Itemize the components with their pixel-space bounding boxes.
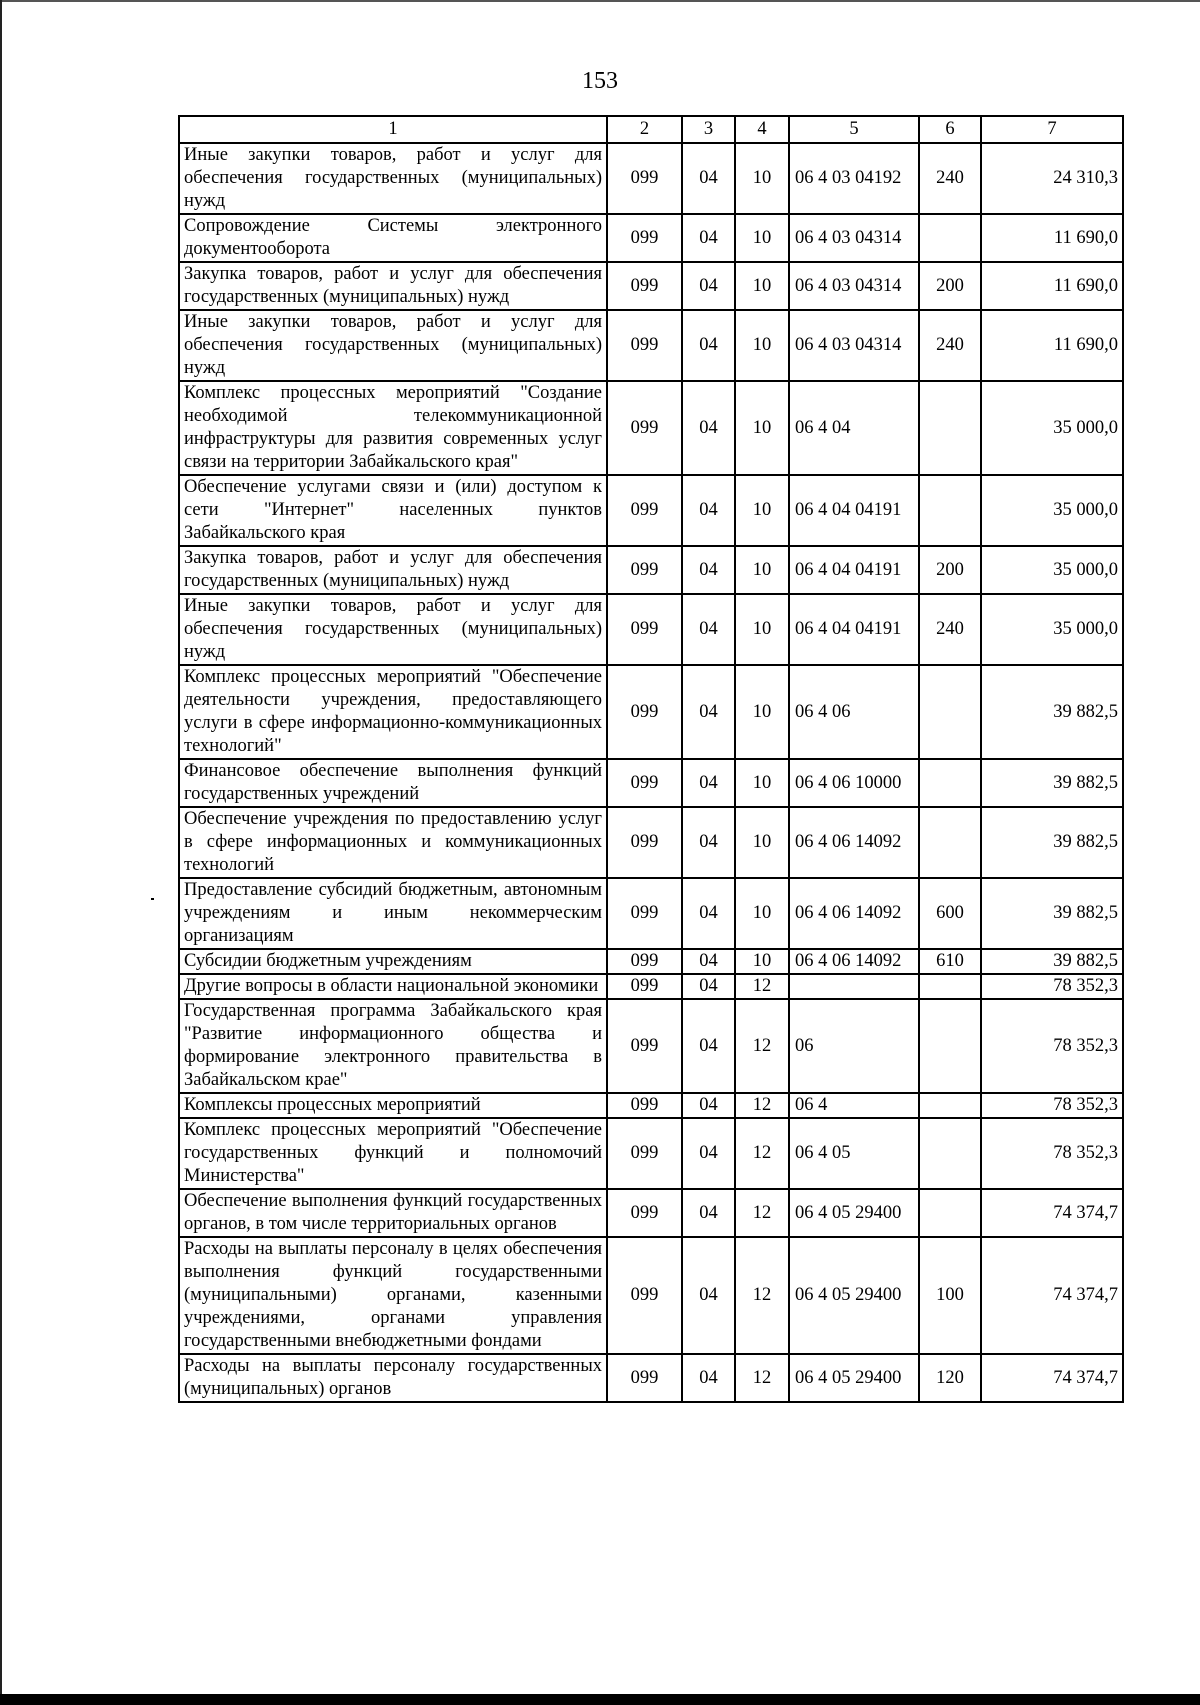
cell-subsection-code: 12 <box>735 1237 789 1354</box>
cell-amount: 35 000,0 <box>981 381 1123 475</box>
table-row <box>179 310 1123 381</box>
table-row <box>179 999 1123 1093</box>
cell-amount: 39 882,5 <box>981 665 1123 759</box>
cell-amount: 74 374,7 <box>981 1237 1123 1354</box>
cell-subsection-code: 10 <box>735 759 789 807</box>
cell-name: Обеспечение выполнения функций государственных органов, в том числе территориальных органов <box>179 1189 607 1237</box>
cell-expense-type <box>919 807 981 878</box>
cell-expense-type <box>919 665 981 759</box>
cell-name: Иные закупки товаров, работ и услуг для обеспечения государственных (муниципальных) нужд <box>179 310 607 381</box>
cell-expense-type <box>919 214 981 262</box>
cell-target-article: 06 4 03 04314 <box>789 214 919 262</box>
cell-target-article: 06 4 03 04314 <box>789 310 919 381</box>
cell-target-article: 06 4 03 04192 <box>789 143 919 214</box>
cell-section-code: 04 <box>682 1189 735 1237</box>
cell-expense-type <box>919 974 981 999</box>
cell-amount: 39 882,5 <box>981 949 1123 974</box>
cell-subsection-code: 10 <box>735 878 789 949</box>
cell-name: Иные закупки товаров, работ и услуг для обеспечения государственных (муниципальных) нужд <box>179 143 607 214</box>
cell-ministry-code: 099 <box>607 974 682 999</box>
cell-target-article <box>789 974 919 999</box>
cell-subsection-code: 10 <box>735 594 789 665</box>
cell-section-code: 04 <box>682 310 735 381</box>
cell-name: Комплексы процессных мероприятий <box>179 1093 607 1118</box>
cell-name: Финансовое обеспечение выполнения функций государственных учреждений <box>179 759 607 807</box>
cell-amount: 74 374,7 <box>981 1189 1123 1237</box>
cell-ministry-code: 099 <box>607 1237 682 1354</box>
table-row <box>179 214 1123 262</box>
cell-name: Другие вопросы в области национальной экономики <box>179 974 607 999</box>
table-row <box>179 974 1123 999</box>
cell-ministry-code: 099 <box>607 381 682 475</box>
cell-name: Субсидии бюджетным учреждениям <box>179 949 607 974</box>
cell-section-code: 04 <box>682 974 735 999</box>
cell-subsection-code: 10 <box>735 310 789 381</box>
cell-subsection-code: 10 <box>735 214 789 262</box>
cell-target-article: 06 4 05 29400 <box>789 1354 919 1402</box>
cell-name: Иные закупки товаров, работ и услуг для обеспечения государственных (муниципальных) нужд <box>179 594 607 665</box>
cell-section-code: 04 <box>682 665 735 759</box>
scan-left-edge <box>0 0 2 1705</box>
cell-ministry-code: 099 <box>607 594 682 665</box>
cell-expense-type: 240 <box>919 143 981 214</box>
cell-section-code: 04 <box>682 1237 735 1354</box>
cell-amount: 78 352,3 <box>981 999 1123 1093</box>
cell-name: Предоставление субсидий бюджетным, автономным учреждениям и иным некоммерческим организациям <box>179 878 607 949</box>
cell-ministry-code: 099 <box>607 759 682 807</box>
cell-section-code: 04 <box>682 143 735 214</box>
cell-expense-type: 100 <box>919 1237 981 1354</box>
table-row <box>179 1093 1123 1118</box>
cell-ministry-code: 099 <box>607 1118 682 1189</box>
cell-ministry-code: 099 <box>607 1189 682 1237</box>
cell-amount: 78 352,3 <box>981 1093 1123 1118</box>
cell-subsection-code: 10 <box>735 475 789 546</box>
table-row <box>179 1189 1123 1237</box>
cell-section-code: 04 <box>682 381 735 475</box>
cell-target-article: 06 4 06 <box>789 665 919 759</box>
cell-section-code: 04 <box>682 759 735 807</box>
table-row <box>179 594 1123 665</box>
cell-expense-type: 200 <box>919 262 981 310</box>
cell-amount: 78 352,3 <box>981 974 1123 999</box>
cell-amount: 35 000,0 <box>981 546 1123 594</box>
cell-amount: 11 690,0 <box>981 214 1123 262</box>
cell-target-article: 06 4 05 29400 <box>789 1237 919 1354</box>
cell-target-article: 06 4 04 04191 <box>789 475 919 546</box>
cell-ministry-code: 099 <box>607 262 682 310</box>
cell-ministry-code: 099 <box>607 665 682 759</box>
cell-ministry-code: 099 <box>607 807 682 878</box>
cell-subsection-code: 12 <box>735 974 789 999</box>
cell-section-code: 04 <box>682 1093 735 1118</box>
cell-target-article: 06 4 05 29400 <box>789 1189 919 1237</box>
header-col-3: 3 <box>682 116 735 143</box>
cell-expense-type <box>919 475 981 546</box>
page-number: 153 <box>582 68 618 94</box>
cell-subsection-code: 10 <box>735 262 789 310</box>
header-col-2: 2 <box>607 116 682 143</box>
cell-ministry-code: 099 <box>607 310 682 381</box>
cell-name: Комплекс процессных мероприятий "Обеспечение деятельности учреждения, предоставляющего услуги в сфере информационно-коммуникационных технологий" <box>179 665 607 759</box>
cell-amount: 39 882,5 <box>981 759 1123 807</box>
cell-ministry-code: 099 <box>607 878 682 949</box>
cell-name: Расходы на выплаты персоналу государственных (муниципальных) органов <box>179 1354 607 1402</box>
scan-dot <box>151 898 154 900</box>
cell-section-code: 04 <box>682 594 735 665</box>
cell-target-article: 06 4 06 14092 <box>789 878 919 949</box>
cell-subsection-code: 10 <box>735 949 789 974</box>
cell-section-code: 04 <box>682 807 735 878</box>
cell-name: Закупка товаров, работ и услуг для обеспечения государственных (муниципальных) нужд <box>179 546 607 594</box>
cell-expense-type <box>919 999 981 1093</box>
cell-amount: 78 352,3 <box>981 1118 1123 1189</box>
cell-expense-type <box>919 381 981 475</box>
cell-subsection-code: 10 <box>735 381 789 475</box>
cell-subsection-code: 10 <box>735 143 789 214</box>
cell-target-article: 06 4 03 04314 <box>789 262 919 310</box>
cell-section-code: 04 <box>682 1354 735 1402</box>
cell-amount: 39 882,5 <box>981 807 1123 878</box>
cell-name: Государственная программа Забайкальского края "Развитие информационного общества и формирование электронного правительства в Забайкальском крае" <box>179 999 607 1093</box>
cell-target-article: 06 4 06 10000 <box>789 759 919 807</box>
cell-ministry-code: 099 <box>607 1354 682 1402</box>
cell-section-code: 04 <box>682 262 735 310</box>
cell-name: Сопровождение Системы электронного документооборота <box>179 214 607 262</box>
header-row <box>179 116 1123 143</box>
cell-ministry-code: 099 <box>607 949 682 974</box>
table-row <box>179 949 1123 974</box>
cell-ministry-code: 099 <box>607 546 682 594</box>
cell-subsection-code: 12 <box>735 1354 789 1402</box>
cell-ministry-code: 099 <box>607 143 682 214</box>
cell-name: Расходы на выплаты персоналу в целях обеспечения выполнения функций государственными (муниципальными) органами, казенными учреждениями, органами управления государственными внебюджетными фондами <box>179 1237 607 1354</box>
table-row <box>179 1118 1123 1189</box>
cell-target-article: 06 4 <box>789 1093 919 1118</box>
cell-subsection-code: 12 <box>735 1093 789 1118</box>
cell-section-code: 04 <box>682 214 735 262</box>
cell-subsection-code: 10 <box>735 546 789 594</box>
cell-amount: 35 000,0 <box>981 475 1123 546</box>
cell-expense-type <box>919 1189 981 1237</box>
cell-subsection-code: 12 <box>735 1189 789 1237</box>
cell-subsection-code: 10 <box>735 807 789 878</box>
cell-expense-type: 600 <box>919 878 981 949</box>
cell-target-article: 06 <box>789 999 919 1093</box>
cell-section-code: 04 <box>682 999 735 1093</box>
cell-target-article: 06 4 04 04191 <box>789 546 919 594</box>
table-row <box>179 878 1123 949</box>
cell-ministry-code: 099 <box>607 1093 682 1118</box>
table-row <box>179 1354 1123 1402</box>
cell-expense-type <box>919 759 981 807</box>
header-col-5: 5 <box>789 116 919 143</box>
header-col-6: 6 <box>919 116 981 143</box>
cell-subsection-code: 10 <box>735 665 789 759</box>
cell-target-article: 06 4 05 <box>789 1118 919 1189</box>
cell-expense-type: 120 <box>919 1354 981 1402</box>
cell-subsection-code: 12 <box>735 1118 789 1189</box>
cell-amount: 35 000,0 <box>981 594 1123 665</box>
cell-target-article: 06 4 06 14092 <box>789 807 919 878</box>
cell-expense-type: 240 <box>919 594 981 665</box>
cell-expense-type: 240 <box>919 310 981 381</box>
cell-name: Закупка товаров, работ и услуг для обеспечения государственных (муниципальных) нужд <box>179 262 607 310</box>
cell-subsection-code: 12 <box>735 999 789 1093</box>
cell-amount: 39 882,5 <box>981 878 1123 949</box>
cell-expense-type: 610 <box>919 949 981 974</box>
cell-section-code: 04 <box>682 475 735 546</box>
cell-section-code: 04 <box>682 1118 735 1189</box>
header-col-1: 1 <box>179 116 607 143</box>
table-row <box>179 143 1123 214</box>
table-row <box>179 807 1123 878</box>
cell-target-article: 06 4 04 <box>789 381 919 475</box>
header-col-7: 7 <box>981 116 1123 143</box>
cell-name: Комплекс процессных мероприятий "Обеспечение государственных функций и полномочий Министерства" <box>179 1118 607 1189</box>
budget-table <box>178 115 1124 1403</box>
scan-bottom-edge <box>0 1694 1200 1705</box>
table-row <box>179 759 1123 807</box>
cell-expense-type <box>919 1118 981 1189</box>
cell-section-code: 04 <box>682 546 735 594</box>
table-row <box>179 381 1123 475</box>
header-col-4: 4 <box>735 116 789 143</box>
scan-top-edge <box>0 0 1200 2</box>
table-row <box>179 546 1123 594</box>
table-row <box>179 665 1123 759</box>
cell-name: Обеспечение учреждения по предоставлению услуг в сфере информационных и коммуникационных технологий <box>179 807 607 878</box>
table-row <box>179 1237 1123 1354</box>
cell-name: Обеспечение услугами связи и (или) доступом к сети "Интернет" населенных пунктов Забайкальского края <box>179 475 607 546</box>
cell-ministry-code: 099 <box>607 214 682 262</box>
cell-amount: 24 310,3 <box>981 143 1123 214</box>
cell-expense-type: 200 <box>919 546 981 594</box>
cell-amount: 11 690,0 <box>981 262 1123 310</box>
cell-ministry-code: 099 <box>607 475 682 546</box>
table-row <box>179 262 1123 310</box>
cell-target-article: 06 4 04 04191 <box>789 594 919 665</box>
cell-section-code: 04 <box>682 949 735 974</box>
cell-name: Комплекс процессных мероприятий "Создание необходимой телекоммуникационной инфраструктуры для развития современных услуг связи на территории Забайкальского края" <box>179 381 607 475</box>
cell-amount: 74 374,7 <box>981 1354 1123 1402</box>
cell-ministry-code: 099 <box>607 999 682 1093</box>
cell-amount: 11 690,0 <box>981 310 1123 381</box>
cell-target-article: 06 4 06 14092 <box>789 949 919 974</box>
cell-expense-type <box>919 1093 981 1118</box>
table-row <box>179 475 1123 546</box>
cell-section-code: 04 <box>682 878 735 949</box>
